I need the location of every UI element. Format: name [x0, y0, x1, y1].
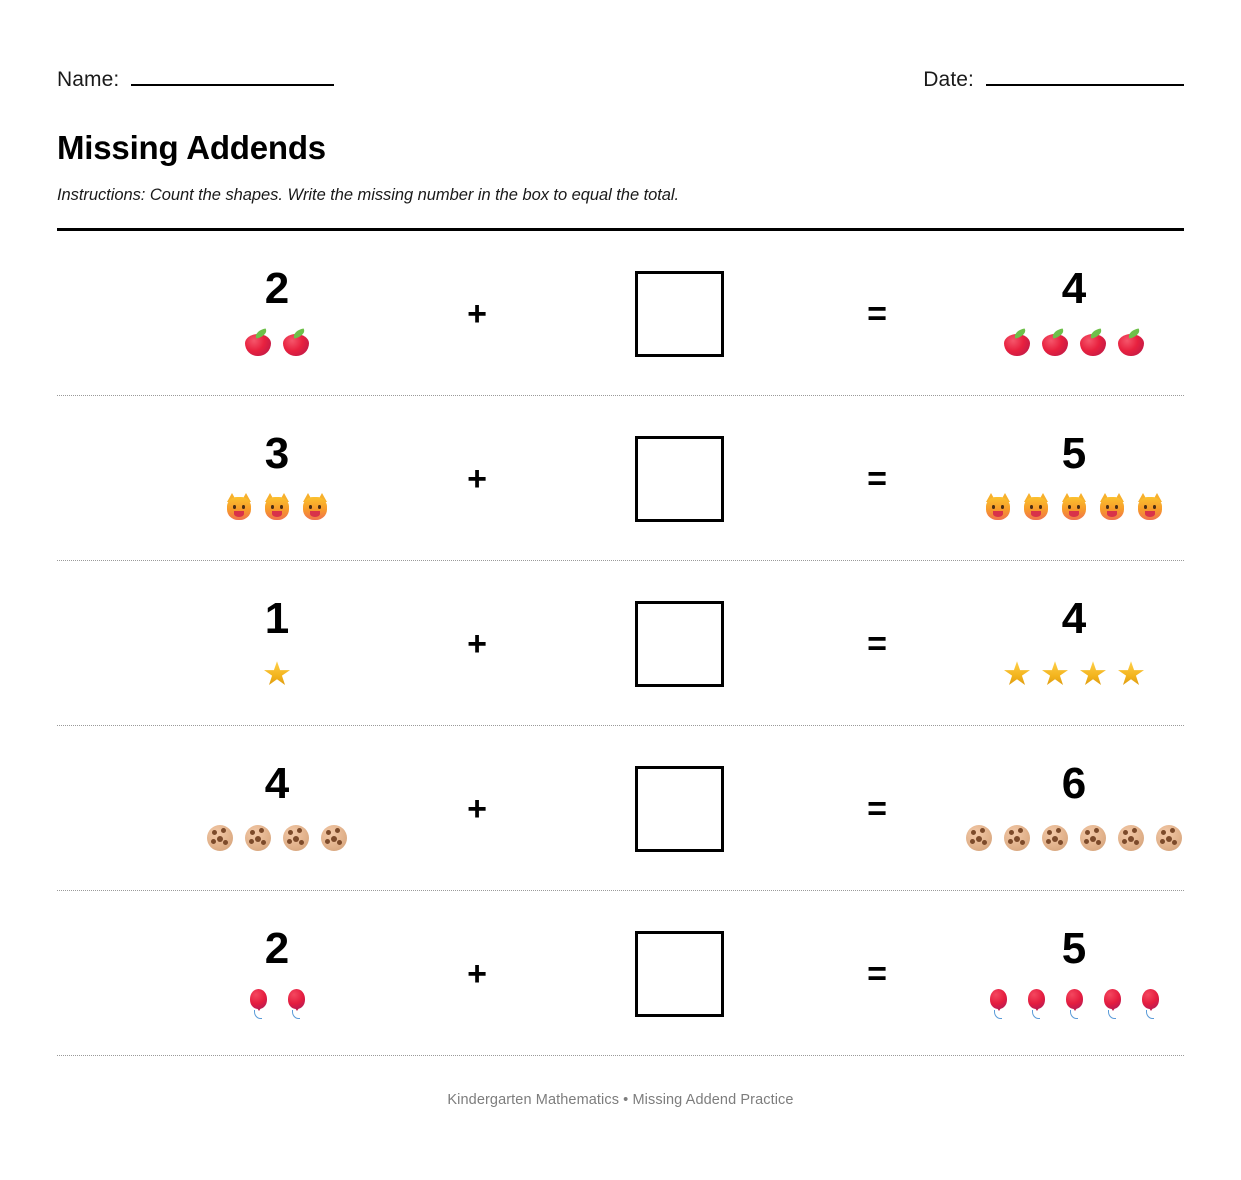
total-group	[904, 231, 1241, 395]
addend-shape-group	[205, 820, 349, 854]
addend-number: 4	[264, 759, 290, 809]
cat-face-icon	[1021, 492, 1051, 522]
total-shape-group	[983, 490, 1165, 524]
name-label: Name:	[57, 68, 120, 91]
total-group	[904, 561, 1241, 725]
addend-number: 1	[264, 594, 290, 644]
plus-icon: +	[467, 295, 487, 334]
total-group	[904, 396, 1241, 560]
cookie-icon	[319, 822, 349, 852]
equals-icon: =	[867, 955, 887, 994]
cookie-icon	[1116, 822, 1146, 852]
total-number: 4	[1061, 264, 1087, 314]
answer-cell	[579, 561, 779, 725]
balloon-icon	[983, 987, 1013, 1017]
total-number: 6	[1061, 759, 1087, 809]
problem-row	[57, 561, 1184, 726]
missing-addend-box[interactable]	[635, 271, 724, 357]
date-label: Date:	[923, 68, 974, 91]
addend-group	[117, 231, 437, 395]
cat-face-icon	[1059, 492, 1089, 522]
plus-operator-cell	[427, 891, 527, 1055]
problem-row	[57, 726, 1184, 891]
total-group	[904, 726, 1241, 890]
missing-addend-box[interactable]	[635, 436, 724, 522]
problem-row	[57, 891, 1184, 1056]
problem-row	[57, 396, 1184, 561]
cat-face-icon	[300, 492, 330, 522]
star-icon	[1040, 657, 1070, 687]
cookie-icon	[243, 822, 273, 852]
apple-icon	[243, 327, 273, 357]
plus-icon: +	[467, 790, 487, 829]
equals-icon: =	[867, 790, 887, 829]
cookie-icon	[964, 822, 994, 852]
cookie-icon	[281, 822, 311, 852]
apple-icon	[1078, 327, 1108, 357]
name-write-line[interactable]	[131, 84, 334, 86]
balloon-icon	[1021, 987, 1051, 1017]
problem-row	[57, 231, 1184, 396]
addend-group	[117, 561, 437, 725]
total-number: 5	[1061, 924, 1087, 974]
answer-cell	[579, 726, 779, 890]
total-number: 4	[1061, 594, 1087, 644]
apple-icon	[1116, 327, 1146, 357]
cat-face-icon	[1135, 492, 1165, 522]
plus-operator-cell	[427, 231, 527, 395]
addend-shape-group	[224, 490, 330, 524]
problem-list	[57, 231, 1184, 1056]
answer-cell	[579, 891, 779, 1055]
page-title: Missing Addends	[57, 129, 326, 166]
cookie-icon	[205, 822, 235, 852]
instructions-text: Instructions: Count the shapes. Write the missing number in the box to equal the total.	[57, 186, 680, 205]
total-shape-group	[1002, 325, 1146, 359]
page-footer: Kindergarten Mathematics • Missing Addend Practice	[447, 1092, 794, 1109]
star-icon	[1116, 657, 1146, 687]
answer-cell	[579, 396, 779, 560]
date-field-group	[923, 68, 1184, 92]
equals-icon: =	[867, 460, 887, 499]
equals-icon: =	[867, 295, 887, 334]
star-icon	[1078, 657, 1108, 687]
addend-number: 2	[264, 924, 290, 974]
answer-cell	[579, 231, 779, 395]
addend-group	[117, 726, 437, 890]
cookie-icon	[1078, 822, 1108, 852]
missing-addend-box[interactable]	[635, 931, 724, 1017]
missing-addend-box[interactable]	[635, 766, 724, 852]
plus-operator-cell	[427, 396, 527, 560]
cookie-icon	[1154, 822, 1184, 852]
balloon-icon	[1097, 987, 1127, 1017]
plus-icon: +	[467, 955, 487, 994]
addend-group	[117, 396, 437, 560]
addend-number: 2	[264, 264, 290, 314]
addend-shape-group	[243, 325, 311, 359]
balloon-icon	[281, 987, 311, 1017]
star-icon	[262, 657, 292, 687]
total-shape-group	[964, 820, 1184, 854]
balloon-icon	[243, 987, 273, 1017]
student-info-row	[57, 0, 1184, 92]
addend-number: 3	[264, 429, 290, 479]
missing-addend-box[interactable]	[635, 601, 724, 687]
apple-icon	[1040, 327, 1070, 357]
plus-operator-cell	[427, 726, 527, 890]
cat-face-icon	[983, 492, 1013, 522]
cookie-icon	[1040, 822, 1070, 852]
plus-icon: +	[467, 625, 487, 664]
balloon-icon	[1059, 987, 1089, 1017]
balloon-icon	[1135, 987, 1165, 1017]
cat-face-icon	[262, 492, 292, 522]
total-shape-group	[983, 985, 1165, 1019]
plus-operator-cell	[427, 561, 527, 725]
total-number: 5	[1061, 429, 1087, 479]
date-write-line[interactable]	[986, 84, 1184, 86]
cat-face-icon	[1097, 492, 1127, 522]
addend-shape-group	[243, 985, 311, 1019]
apple-icon	[1002, 327, 1032, 357]
equals-icon: =	[867, 625, 887, 664]
total-shape-group	[1002, 655, 1146, 689]
name-field-group	[57, 68, 334, 92]
addend-shape-group	[262, 655, 292, 689]
plus-icon: +	[467, 460, 487, 499]
apple-icon	[281, 327, 311, 357]
addend-group	[117, 891, 437, 1055]
cookie-icon	[1002, 822, 1032, 852]
star-icon	[1002, 657, 1032, 687]
cat-face-icon	[224, 492, 254, 522]
total-group	[904, 891, 1241, 1055]
